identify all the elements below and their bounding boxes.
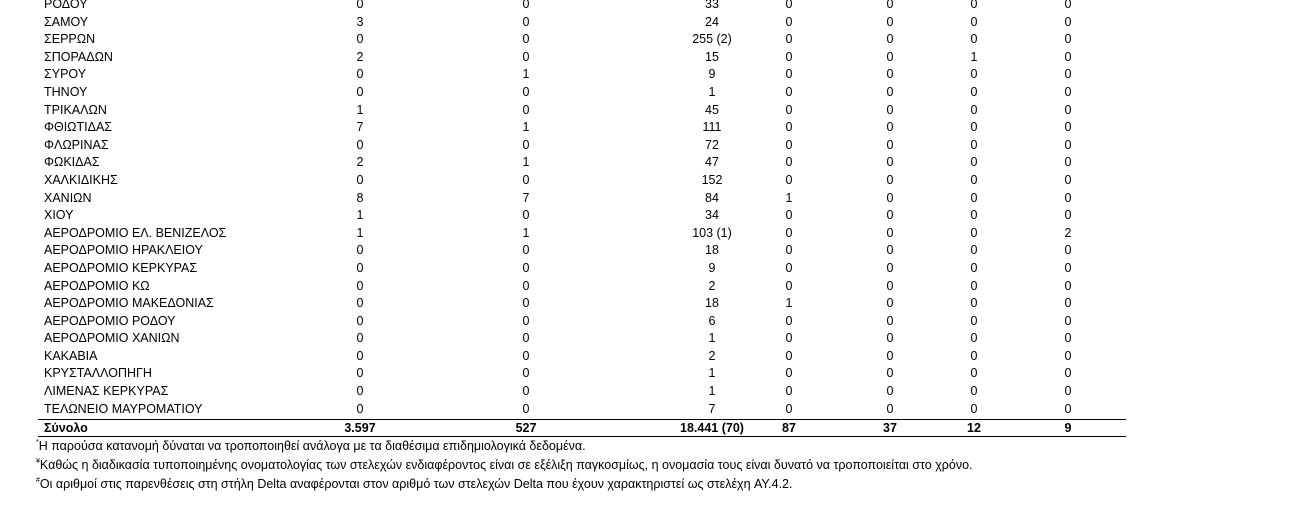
table-cell: 0 — [970, 384, 978, 399]
table-cell: 0 — [785, 384, 793, 399]
table-cell: 0 — [356, 278, 364, 293]
table-cell: 0 — [1064, 102, 1072, 117]
table-row — [38, 383, 1126, 401]
table-cell: 6 — [708, 313, 716, 328]
table-cell: 0 — [522, 348, 530, 363]
table-cell: 0 — [886, 190, 894, 205]
region-name: ΛΙΜΕΝΑΣ ΚΕΡΚΥΡΑΣ — [44, 384, 169, 399]
table-cell: 0 — [1064, 348, 1072, 363]
table-cell: 72 — [705, 137, 719, 152]
table-cell: 1 — [708, 384, 716, 399]
table-cell: 0 — [356, 67, 364, 82]
table-cell: 0 — [522, 172, 530, 187]
table-cell: 18 — [705, 243, 719, 258]
footnote-mark: * — [36, 439, 39, 446]
table-cell: 0 — [970, 190, 978, 205]
table-cell: 0 — [785, 260, 793, 275]
table-cell: 1 — [970, 49, 978, 64]
table-cell: 1 — [708, 84, 716, 99]
table-cell: 0 — [970, 208, 978, 223]
table-cell: 0 — [1064, 401, 1072, 416]
table-cell: 0 — [1064, 243, 1072, 258]
table-row — [38, 0, 1126, 14]
table-cell: 0 — [785, 0, 793, 11]
table-cell: 0 — [970, 155, 978, 170]
region-name: ΡΟΔΟΥ — [44, 0, 88, 11]
table-row — [38, 119, 1126, 137]
table-cell: 103 (1) — [692, 225, 732, 240]
table-cell: 0 — [886, 32, 894, 47]
table-cell: 0 — [785, 401, 793, 416]
table-cell: 0 — [970, 296, 978, 311]
table-cell: 0 — [1064, 67, 1072, 82]
table-cell: 2 — [1064, 225, 1072, 240]
table-cell: 0 — [785, 331, 793, 346]
table-cell: 0 — [970, 313, 978, 328]
table-cell: 0 — [1064, 172, 1072, 187]
table-row — [38, 401, 1126, 419]
table-cell: 0 — [1064, 313, 1072, 328]
table-cell: 0 — [1064, 14, 1072, 29]
region-name: ΧΙΟΥ — [44, 208, 74, 223]
table-cell: 0 — [356, 313, 364, 328]
table-row — [38, 14, 1126, 32]
footnotes — [36, 437, 973, 494]
table-cell: 2 — [356, 155, 364, 170]
table-cell: 0 — [970, 172, 978, 187]
table-row — [38, 313, 1126, 331]
table-cell: 0 — [785, 32, 793, 47]
table-cell: 0 — [970, 67, 978, 82]
region-name: ΑΕΡΟΔΡΟΜΙΟ ΜΑΚΕΔΟΝΙΑΣ — [44, 296, 214, 311]
table-cell: 0 — [886, 84, 894, 99]
table-cell: 0 — [356, 260, 364, 275]
table-cell: 0 — [970, 120, 978, 135]
table-cell: 0 — [970, 137, 978, 152]
table-cell: 0 — [970, 278, 978, 293]
table-cell: 0 — [785, 102, 793, 117]
table-cell: 0 — [356, 243, 364, 258]
footnote — [36, 437, 973, 456]
table-cell: 0 — [970, 84, 978, 99]
region-name: ΧΑΝΙΩΝ — [44, 190, 92, 205]
table-cell: 0 — [785, 278, 793, 293]
table-cell: 0 — [785, 84, 793, 99]
table-cell: 0 — [970, 401, 978, 416]
footnote-text: Η παρούσα κατανομή δύναται να τροποποιηθεί ανάλογα με τα διαθέσιμα επιδημιολογικά δεδομένα. — [38, 439, 586, 453]
region-name: ΣΥΡΟΥ — [44, 67, 87, 82]
table-cell: 0 — [886, 67, 894, 82]
table-cell: 0 — [522, 32, 530, 47]
table-row — [38, 31, 1126, 49]
table-cell: 0 — [522, 296, 530, 311]
table-cell: 0 — [1064, 278, 1072, 293]
table-cell: 0 — [785, 348, 793, 363]
table-cell: 0 — [785, 313, 793, 328]
table-row — [38, 66, 1126, 84]
table-cell: 37 — [883, 421, 897, 436]
table-cell: 0 — [356, 32, 364, 47]
table-cell: 0 — [886, 225, 894, 240]
region-name: ΦΛΩΡΙΝΑΣ — [44, 137, 109, 152]
table-cell: 0 — [886, 401, 894, 416]
table-cell: 3.597 — [344, 421, 376, 436]
table-cell: 0 — [785, 49, 793, 64]
table-cell: 0 — [1064, 190, 1072, 205]
table-cell: 0 — [356, 172, 364, 187]
table-cell: 1 — [708, 331, 716, 346]
table-cell: 1 — [785, 296, 793, 311]
table-cell: 34 — [705, 208, 719, 223]
table-row — [38, 295, 1126, 313]
table-cell: 0 — [970, 32, 978, 47]
table-cell: 0 — [970, 366, 978, 381]
table-cell: 0 — [1064, 296, 1072, 311]
table-cell: 0 — [522, 14, 530, 29]
table-cell: 0 — [356, 84, 364, 99]
table-cell: 0 — [356, 137, 364, 152]
region-name: ΚΡΥΣΤΑΛΛΟΠΗΓΗ — [44, 366, 152, 381]
table-cell: 0 — [522, 278, 530, 293]
region-name: ΣΑΜΟΥ — [44, 14, 89, 29]
table-cell: 0 — [886, 278, 894, 293]
table-cell: 0 — [886, 331, 894, 346]
footnote — [36, 456, 973, 475]
table-cell: 0 — [886, 296, 894, 311]
region-name: ΦΩΚΙΔΑΣ — [44, 155, 100, 170]
table-cell: 0 — [886, 137, 894, 152]
table-cell: 18 — [705, 296, 719, 311]
table-cell: 0 — [886, 155, 894, 170]
table-cell: 0 — [886, 0, 894, 11]
table-cell: 0 — [522, 260, 530, 275]
table-cell: 2 — [708, 278, 716, 293]
table-cell: 111 — [702, 120, 722, 135]
table-cell: 0 — [1064, 260, 1072, 275]
table-cell: 0 — [1064, 0, 1072, 11]
table-cell: 2 — [356, 49, 364, 64]
table-cell: 0 — [522, 208, 530, 223]
table-cell: 0 — [522, 313, 530, 328]
table-cell: 0 — [1064, 137, 1072, 152]
table-cell: 12 — [967, 421, 981, 436]
table-cell: 3 — [356, 14, 364, 29]
table-cell: 0 — [970, 331, 978, 346]
table-cell: 1 — [522, 120, 530, 135]
table-cell: 527 — [515, 421, 537, 436]
footnote-text: Οι αριθμοί στις παρενθέσεις στη στήλη Delta αναφέρονται στον αριθμό των στελεχών Delta που έχουν χαρακτηριστεί ως στελέχη AY.4.2. — [39, 477, 793, 491]
table-cell: 0 — [1064, 32, 1072, 47]
table-cell: 0 — [1064, 155, 1072, 170]
table-cell: 0 — [522, 331, 530, 346]
table-cell: 0 — [886, 243, 894, 258]
table-row — [38, 84, 1126, 102]
table-cell: 0 — [785, 172, 793, 187]
table-cell: 0 — [785, 208, 793, 223]
table-cell: 0 — [886, 348, 894, 363]
table-cell: 0 — [785, 243, 793, 258]
table-cell: 0 — [785, 67, 793, 82]
table-row — [38, 278, 1126, 296]
table-row — [38, 190, 1126, 208]
table-cell: 0 — [1064, 384, 1072, 399]
table-cell: 0 — [356, 0, 364, 11]
table-cell: 0 — [886, 102, 894, 117]
table-row — [38, 260, 1126, 278]
table-cell: 9 — [708, 67, 716, 82]
table-cell: 0 — [356, 331, 364, 346]
region-name: ΑΕΡΟΔΡΟΜΙΟ ΡΟΔΟΥ — [44, 313, 176, 328]
table-cell: 0 — [1064, 120, 1072, 135]
table-row — [38, 365, 1126, 383]
table-cell: 0 — [522, 102, 530, 117]
footnote-mark: ¥ — [36, 458, 40, 465]
table-cell: 0 — [522, 84, 530, 99]
table-cell: 7 — [708, 401, 716, 416]
table-cell: 152 — [701, 172, 723, 187]
table-cell: 0 — [356, 348, 364, 363]
table-cell: 1 — [708, 366, 716, 381]
table-cell: 0 — [785, 14, 793, 29]
table-cell: 0 — [886, 366, 894, 381]
table-cell: 8 — [356, 190, 364, 205]
table-cell: 0 — [522, 401, 530, 416]
region-name: ΤΗΝΟΥ — [44, 84, 88, 99]
table-cell: 0 — [522, 243, 530, 258]
table-cell: 0 — [522, 0, 530, 11]
table-cell: 2 — [708, 348, 716, 363]
table-row — [38, 137, 1126, 155]
footnote-text: Καθώς η διαδικασία τυποποιημένης ονοματολογίας των στελεχών ενδιαφέροντος είναι σε εξέλιξη παγκοσμίως, η ονομασία τους είναι δυνατό να τροποποιείται στο χρόνο. — [39, 458, 973, 472]
footnote — [36, 475, 973, 494]
table-cell: 0 — [785, 155, 793, 170]
table-cell: 0 — [785, 225, 793, 240]
table-cell: 0 — [886, 384, 894, 399]
table-cell: 0 — [522, 49, 530, 64]
table-cell: 15 — [705, 49, 719, 64]
table-cell: 24 — [705, 14, 719, 29]
table-cell: 0 — [970, 102, 978, 117]
region-name: ΣΕΡΡΩΝ — [44, 32, 96, 47]
region-name: ΑΕΡΟΔΡΟΜΙΟ ΕΛ. ΒΕΝΙΖΕΛΟΣ — [44, 225, 227, 240]
table-row — [38, 225, 1126, 243]
region-name: ΣΠΟΡΑΔΩΝ — [44, 49, 113, 64]
table-cell: 1 — [522, 67, 530, 82]
table-cell: 9 — [1064, 421, 1072, 436]
table-row — [38, 154, 1126, 172]
table-row — [38, 49, 1126, 67]
table-cell: 0 — [356, 296, 364, 311]
table-cell: 0 — [522, 384, 530, 399]
table-cell: 1 — [356, 208, 364, 223]
region-name: ΧΑΛΚΙΔΙΚΗΣ — [44, 172, 118, 187]
table-cell: 1 — [356, 225, 364, 240]
table-cell: 0 — [886, 14, 894, 29]
table-cell: 0 — [886, 49, 894, 64]
region-name: ΦΘΙΩΤΙΔΑΣ — [44, 120, 113, 135]
table-cell: 255 (2) — [692, 32, 732, 47]
table-cell: 7 — [356, 120, 364, 135]
table-cell: 0 — [886, 172, 894, 187]
table-cell: 0 — [785, 366, 793, 381]
table-cell: 0 — [522, 366, 530, 381]
table-cell: 0 — [1064, 49, 1072, 64]
table-cell: 0 — [356, 384, 364, 399]
table-cell: 84 — [705, 190, 719, 205]
table-cell: 0 — [886, 120, 894, 135]
table-cell: 0 — [970, 225, 978, 240]
table-row — [38, 102, 1126, 120]
table-cell: 0 — [1064, 366, 1072, 381]
region-name: ΤΕΛΩΝΕΙΟ ΜΑΥΡΟΜΑΤΙΟΥ — [44, 401, 203, 416]
table-cell: 1 — [522, 225, 530, 240]
table-cell: 0 — [1064, 331, 1072, 346]
table-row — [38, 348, 1126, 366]
table-cell: 1 — [522, 155, 530, 170]
table-cell: 0 — [886, 260, 894, 275]
table-cell: 0 — [1064, 208, 1072, 223]
table-cell: 0 — [522, 137, 530, 152]
data-table — [38, 0, 1126, 437]
table-cell: 33 — [705, 0, 719, 11]
table-row — [38, 207, 1126, 225]
table-cell: 0 — [970, 348, 978, 363]
table-cell: 0 — [356, 401, 364, 416]
table-cell: 0 — [970, 243, 978, 258]
footnote-mark: # — [36, 477, 40, 484]
table-cell: 18.441 (70) — [680, 421, 744, 436]
table-cell: 45 — [705, 102, 719, 117]
region-name: ΑΕΡΟΔΡΟΜΙΟ ΚΩ — [44, 278, 150, 293]
table-cell: 0 — [785, 120, 793, 135]
table-cell: 0 — [886, 313, 894, 328]
table-cell: 47 — [705, 155, 719, 170]
table-cell: 87 — [782, 421, 796, 436]
region-name: ΤΡΙΚΑΛΩΝ — [44, 102, 107, 117]
table-cell: 0 — [1064, 84, 1072, 99]
table-cell: 0 — [970, 260, 978, 275]
region-name: ΑΕΡΟΔΡΟΜΙΟ ΚΕΡΚΥΡΑΣ — [44, 260, 198, 275]
table-cell: 1 — [785, 190, 793, 205]
total-label: Σύνολο — [44, 421, 88, 436]
table-cell: 7 — [522, 190, 530, 205]
table-row — [38, 330, 1126, 348]
table-cell: 0 — [970, 0, 978, 11]
table-cell: 0 — [785, 137, 793, 152]
table-cell: 0 — [356, 366, 364, 381]
region-name: ΑΕΡΟΔΡΟΜΙΟ ΧΑΝΙΩΝ — [44, 331, 180, 346]
table-row — [38, 242, 1126, 260]
table-cell: 0 — [886, 208, 894, 223]
table-cell: 9 — [708, 260, 716, 275]
table-cell: 0 — [970, 14, 978, 29]
region-name: ΚΑΚΑΒΙΑ — [44, 348, 98, 363]
total-row — [38, 419, 1126, 437]
table-row — [38, 172, 1126, 190]
region-name: ΑΕΡΟΔΡΟΜΙΟ ΗΡΑΚΛΕΙΟΥ — [44, 243, 203, 258]
table-cell: 1 — [356, 102, 364, 117]
